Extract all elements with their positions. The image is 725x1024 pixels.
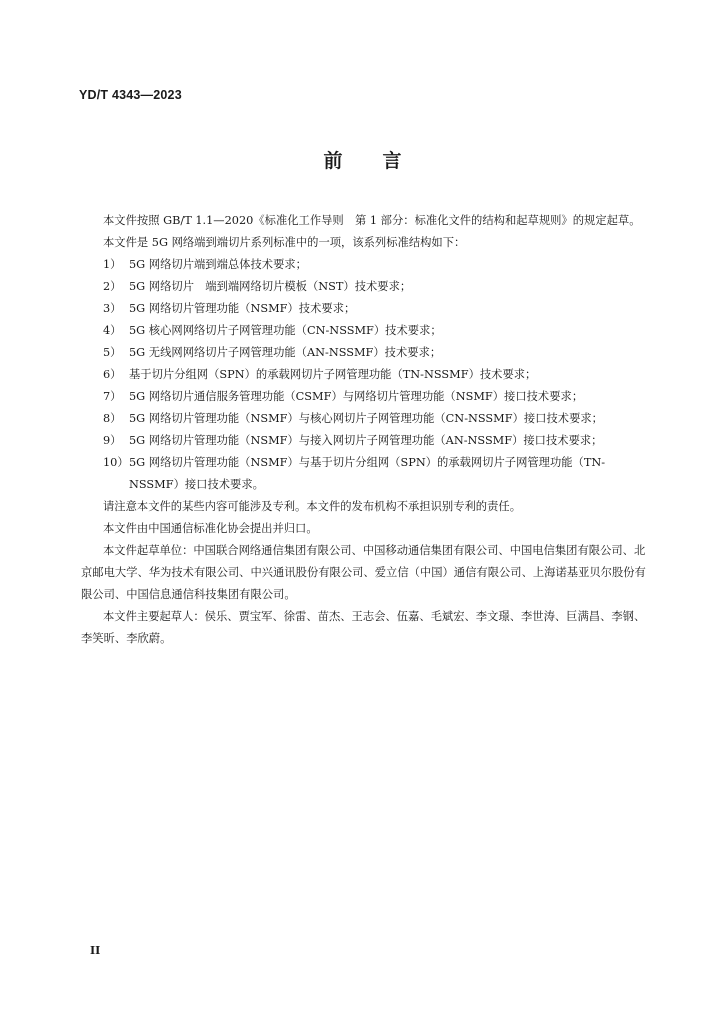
list-item	[81, 430, 651, 452]
list-text: 5G 网络切片管理功能（NSMF）与核心网切片子网管理功能（CN-NSSMF）接口技术要求；	[129, 412, 603, 425]
list-text: 5G 核心网网络切片子网管理功能（CN-NSSMF）技术要求；	[129, 324, 442, 337]
list-item	[81, 298, 651, 320]
list-item	[81, 254, 651, 276]
list-text: 5G 网络切片管理功能（NSMF）与基于切片分组网（SPN）的承载网切片子网管理功能（TN-NSSMF）接口技术要求。	[129, 456, 606, 491]
paragraph: 请注意本文件的某些内容可能涉及专利。本文件的发布机构不承担识别专利的责任。	[103, 500, 521, 513]
list-number: 10）	[103, 456, 129, 469]
list-item	[81, 408, 651, 430]
list-text: 5G 网络切片管理功能（NSMF）技术要求；	[129, 302, 356, 315]
paragraph: 本文件按照 GB/T 1.1—2020《标准化工作导则 第 1 部分：标准化文件的结构和起草规则》的规定起草。	[103, 214, 641, 227]
list-text: 基于切片分组网（SPN）的承载网切片子网管理功能（TN-NSSMF）技术要求；	[129, 368, 537, 381]
paragraph: 本文件是 5G 网络端到端切片系列标准中的一项，该系列标准结构如下：	[103, 236, 466, 249]
drafting-units: 本文件起草单位：中国联合网络通信集团有限公司、中国移动通信集团有限公司、中国电信集团有限公司、北京邮电大学、华为技术有限公司、中兴通讯股份有限公司、爱立信（中国）通信有限公司、上海诺基亚贝尔股份有限公司、中国信息通信科技集团有限公司。	[81, 544, 646, 601]
list-number: 4）	[103, 324, 122, 337]
list-item	[81, 364, 651, 386]
list-number: 8）	[103, 412, 122, 425]
list-number: 6）	[103, 368, 122, 381]
list-number: 5）	[103, 346, 122, 359]
list-item	[81, 276, 651, 298]
foreword-body	[81, 210, 651, 650]
list-number: 1）	[103, 258, 122, 271]
list-text: 5G 网络切片端到端总体技术要求；	[129, 258, 307, 271]
list-number: 7）	[103, 390, 122, 403]
drafters: 本文件主要起草人：侯乐、贾宝军、徐雷、苗杰、王志会、伍嘉、毛斌宏、李文璟、李世涛、巨满昌、李钢、李笑昕、李欣蔚。	[81, 610, 646, 645]
list-item	[81, 452, 651, 496]
list-number: 3）	[103, 302, 122, 315]
list-text: 5G 网络切片管理功能（NSMF）与接入网切片子网管理功能（AN-NSSMF）接口技术要求；	[129, 434, 603, 447]
list-item	[81, 386, 651, 408]
list-text: 5G 网络切片通信服务管理功能（CSMF）与网络切片管理功能（NSMF）接口技术要求；	[129, 390, 584, 403]
list-number: 9）	[103, 434, 122, 447]
list-text: 5G 网络切片 端到端网络切片模板（NST）技术要求；	[129, 280, 412, 293]
list-number: 2）	[103, 280, 122, 293]
list-text: 5G 无线网网络切片子网管理功能（AN-NSSMF）技术要求；	[129, 346, 442, 359]
page-title: 前言	[323, 150, 442, 172]
series-list	[81, 254, 651, 496]
list-item	[81, 342, 651, 364]
paragraph: 本文件由中国通信标准化协会提出并归口。	[103, 522, 318, 535]
list-item	[81, 320, 651, 342]
document-code: YD/T 4343—2023	[79, 88, 182, 102]
page-number: II	[90, 944, 101, 957]
